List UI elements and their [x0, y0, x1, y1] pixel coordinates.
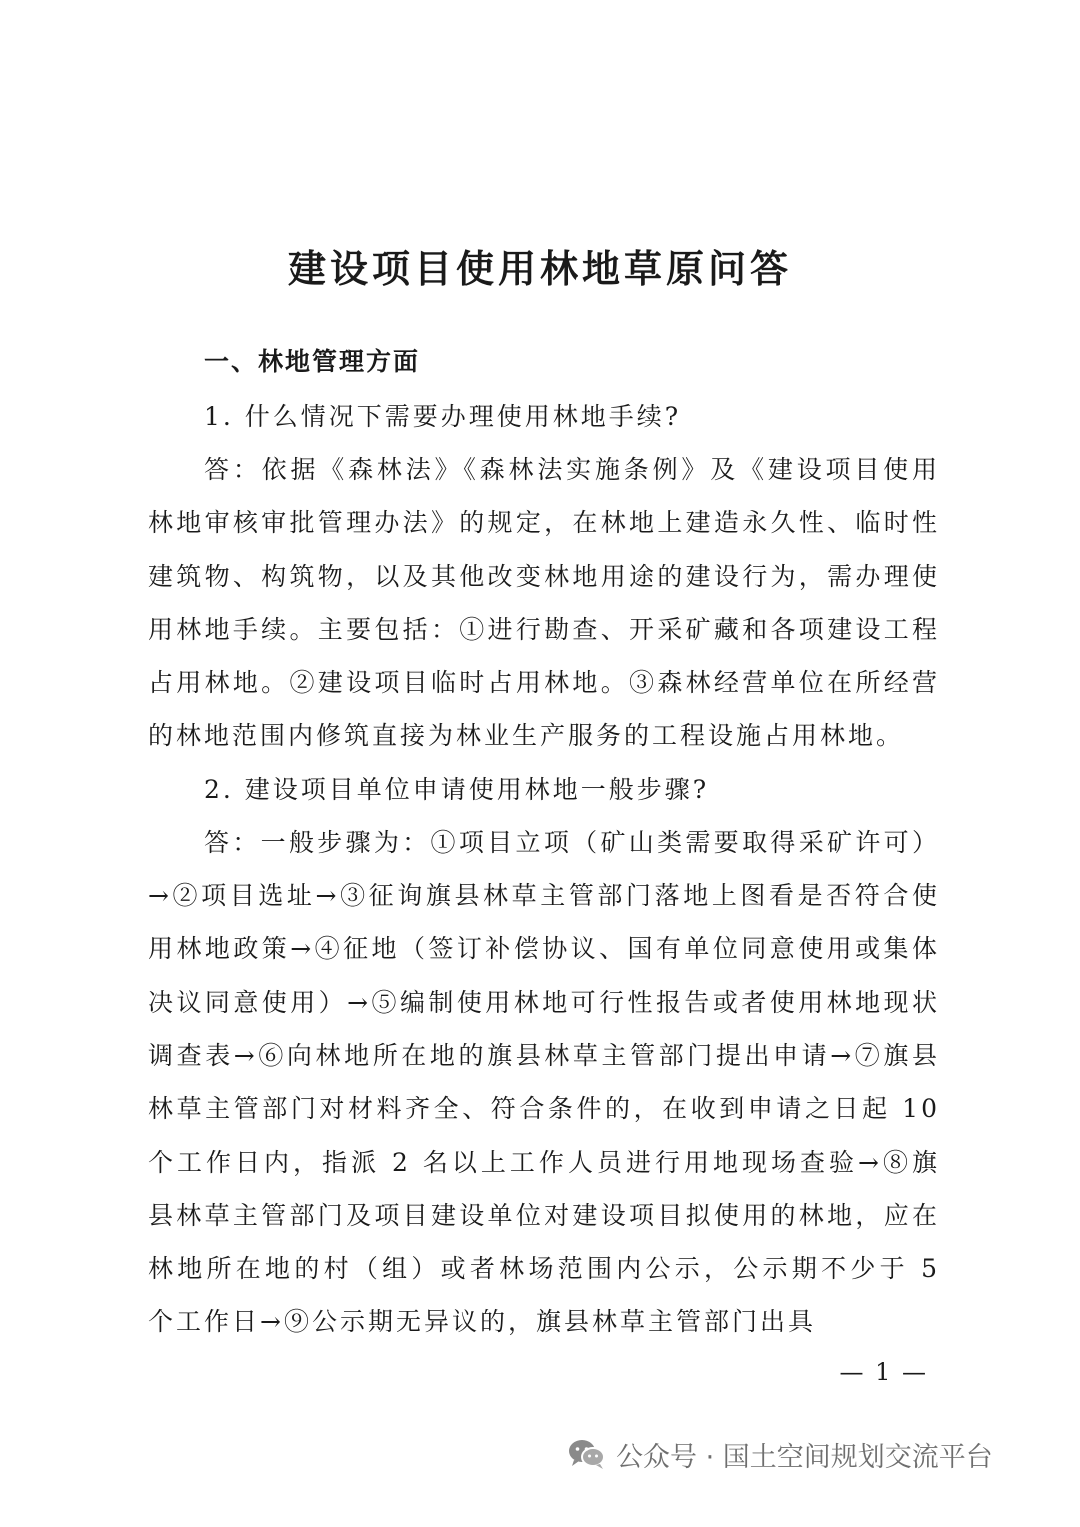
watermark: [568, 1434, 993, 1474]
watermark-text: 公众号 · 国土空间规划交流平台: [616, 1441, 993, 1473]
document-body: [148, 335, 940, 1349]
answer-2: 答：一般步骤为：①项目立项（矿山类需要取得采矿许可）→②项目选址→③征询旗县林草主管部门落地上图看是否符合使用林地政策→④征地（签订补偿协议、国有单位同意使用或集体决议同意使用）→⑤编制使用林地可行性报告或者使用林地现状调查表→⑥向林地所在地的旗县林草主管部门提出申请→⑦旗县林草主管部门对材料齐全、符合条件的，在收到申请之日起 10 个工作日内，指派 2 名以上工作人员进行用地现场查验→⑧旗县林草主管部门及项目建设单位对建设项目拟使用的林地，应在林地所在地的村（组）或者林场范围内公示，公示期不少于 5 个工作日→⑨公示期无异议的，旗县林草主管部门出具: [148, 827, 940, 1337]
section-heading: 一、林地管理方面: [204, 347, 421, 376]
question-2: 2. 建设项目单位申请使用林地一般步骤?: [204, 774, 710, 804]
answer-1: 答：依据《森林法》《森林法实施条例》及《建设项目使用林地审核审批管理办法》的规定，在林地上建造永久性、临时性建筑物、构筑物，以及其他改变林地用途的建设行为，需办理使用林地手续。主要包括：①进行勘查、开采矿藏和各项建设工程占用林地。②建设项目临时占用林地。③森林经营单位在所经营的林地范围内修筑直接为林业生产服务的工程设施占用林地。: [148, 455, 940, 751]
wechat-icon: [568, 1438, 606, 1470]
page-number: — 1 —: [839, 1358, 928, 1386]
question-1: 1. 什么情况下需要办理使用林地手续?: [204, 402, 682, 431]
page-title: 建设项目使用林地草原问答: [287, 247, 792, 291]
